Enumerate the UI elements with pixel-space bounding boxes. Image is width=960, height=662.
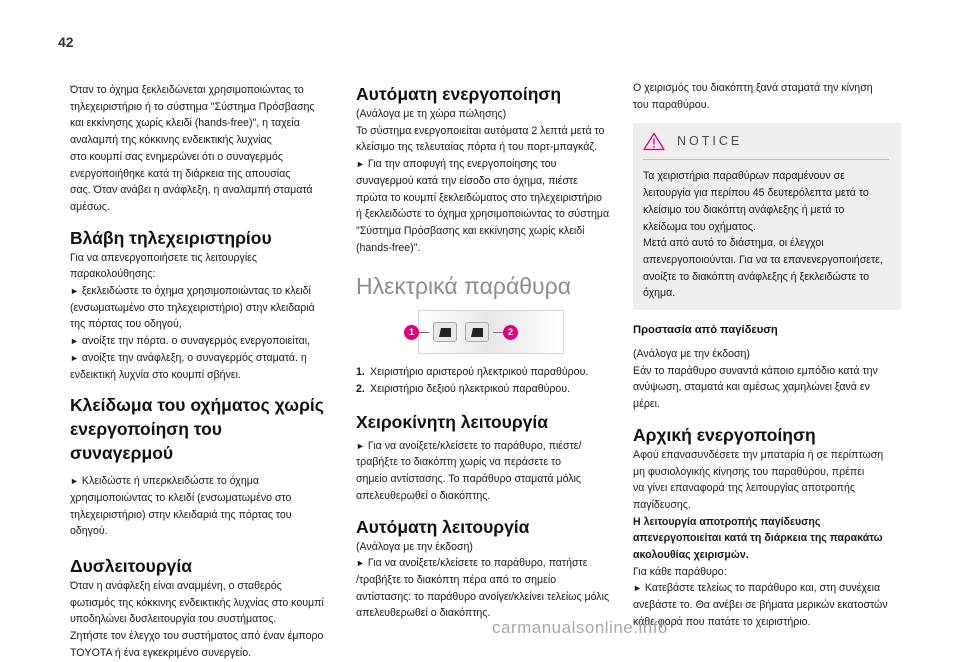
remote-failure-text: Για να απενεργοποιήσετε τις λειτουργίες παρακολούθησης: ► ξεκλειδώστε το όχημα χρησιμοποιώντας το κλειδί (ενσωματωμένο στο τηλεχειριστήριο) στην κλειδαριά της πόρτας του οδηγού, ► ανοίξτε την πόρτα. ο συναγερμός ενεργοποιείται, ► ανοίξτε την ανάφλεξη, ο συναγερμός σταματά. η ενδεικτική λυχνία στο κουμπί σβήνει.	[70, 251, 315, 381]
column-3	[633, 80, 901, 631]
automatic-operation-text: (Ανάλογα με την έκδοση) ► Για να ανοίξετε/κλείσετε το παράθυρο, πατήστε /τραβήξτε το διακόπτη πέρα από το σημείο αντίστασης: το παράθυρο ανοίγει/κλείνει τελείως μόλις απελευθερωθεί ο διακόπτης.	[356, 540, 610, 620]
notice-text: Τα χειριστήρια παραθύρων παραμένουν σε λειτουργία για περίπου 45 δευτερόλεπτα μετά το κλείσιμο του διακόπτη ανάφλεξης ή μετά το κλείδωμα του οχήματος. Μετά από αυτό το διάστημα, οι έλεγχοι απενεργοποιούνται. Για να τα επανενεργοποιήσετε, ανοίξτε το διακόπτη ανάφλεξης ή ξεκλειδώστε το όχημα.	[643, 170, 883, 300]
column-1	[70, 82, 328, 662]
leader-line	[493, 332, 503, 333]
section-heading-manual-operation: Χειροκίνητη λειτουργία	[356, 411, 549, 432]
notice-title: NOTICE	[677, 134, 743, 149]
notice-header	[643, 129, 889, 153]
notice-divider	[643, 159, 889, 160]
bullet-arrow-icon: ►	[356, 558, 365, 569]
watermark: carmanualsonline.info	[492, 618, 668, 637]
lock-without-alarm-text: ► Κλειδώστε ή υπερκλειδώστε το όχημα χρησιμοποιώντας το κλειδί (ενσωματωμένο στο τηλεχειριστήριο) στην κλειδαριά της πόρτας του οδηγού.	[70, 475, 292, 538]
initialisation-text: Αφού επανασυνδέσετε την μπαταρία ή σε περίπτωση μη φυσιολογικής κίνησης του παραθύρου, πρέπει να γίνει επαναφορά της λειτουργίας αποτροπής παγίδευσης. Η λειτουργία αποτροπής παγίδευσης απενεργοποιείται κατά τη διάρκεια της παρακάτω ακολουθίας χειρισμών. Για κάθε παράθυρο: ► Κατεβάστε τελείως το παράθυρο και, στη συνέχεια ανεβάστε το. Θα ανέβει σε βήματα μερικών εκατοστών κάθε φορά που πατάτε το χειριστήριο.	[633, 448, 888, 628]
section-heading-malfunction: Δυσλειτουργία	[70, 556, 193, 577]
section-heading-initialisation: Αρχική ενεργοποίηση	[633, 424, 816, 445]
list-item: 2. Χειριστήριο δεξιού ηλεκτρικού παραθύρου.	[356, 383, 571, 396]
bullet-arrow-icon: ►	[356, 159, 365, 170]
chapter-title: Ηλεκτρικά παράθυρα	[356, 273, 572, 300]
left-window-switch-icon	[433, 322, 457, 342]
list-item: 1. Χειριστήριο αριστερού ηλεκτρικού παραθύρου.	[356, 366, 589, 379]
section-heading-automatic-activation: Αυτόματη ενεργοποίηση	[356, 84, 562, 104]
figure-legend-list	[356, 364, 612, 397]
malfunction-text: Όταν η ανάφλεξη είναι αναμμένη, ο σταθερός φωτισμός της κόκκινης ενδεικτικής λυχνίας στο κουμπί υποδηλώνει δυσλειτουργία του συστήματος. Ζητήστε τον έλεγχο του συστήματος από έναν έμπορο TOYOTA ή ένα εγκεκριμένο συνεργείο.	[70, 580, 324, 659]
section-heading-lock-without-alarm: Κλείδωμα του οχήματος χωρίς ενεργοποίηση του συναγερμού	[70, 395, 324, 464]
window-switches-figure	[404, 310, 612, 354]
manual-operation-text: ► Για να ανοίξετε/κλείσετε το παράθυρο, πιέστε/ τραβήξτε το διακόπτη χωρίς να περάσετε το σημείο αντίστασης. Το παράθυρο σταματά μόλις απελευθερωθεί ο διακόπτης.	[356, 439, 582, 502]
bullet-arrow-icon: ►	[356, 440, 365, 451]
warning-triangle-icon	[643, 132, 665, 151]
bullet-arrow-icon: ►	[70, 476, 79, 487]
right-window-switch-icon	[465, 322, 489, 342]
bullet-arrow-icon: ►	[70, 352, 79, 363]
bullet-arrow-icon: ►	[633, 583, 642, 594]
section-heading-anti-pinch: Προστασία από παγίδευση	[633, 324, 778, 337]
callout-badge-1: 1	[404, 325, 419, 340]
bullet-arrow-icon: ►	[70, 286, 79, 297]
leader-line	[419, 332, 429, 333]
notice-box	[633, 123, 901, 310]
intro-paragraph: Όταν το όχημα ξεκλειδώνεται χρησιμοποιώντας το τηλεχειριστήριο ή το σύστημα "Σύστημα Πρόσβασης και εκκίνησης χωρίς κλειδί (hands-free)", η ταχεία αναλαμπή της κόκκινης ενδεικτικής λυχνίας στο κουμπί σας ενημερώνει ότι ο συναγερμός ενεργοποιήθηκε κατά τη διάρκεια της απουσίας σας. Όταν ανάβει η ανάφλεξη, η αναλαμπή σταματά αμέσως.	[70, 84, 315, 213]
intro-paragraph: Ο χειρισμός του διακόπτη ξανά σταματά την κίνηση του παραθύρου.	[633, 82, 873, 111]
section-heading-automatic-operation: Αυτόματη λειτουργία	[356, 516, 530, 537]
column-2	[356, 82, 612, 622]
anti-pinch-text: (Ανάλογα με την έκδοση) Εάν το παράθυρο συναντά κάποιο εμπόδιο κατά την ανύψωση, σταματά και αμέσως χαμηλώνει ξανά εν μέρει.	[633, 348, 878, 411]
section-heading-remote-failure: Βλάβη τηλεχειριστηρίου	[70, 227, 272, 248]
page-number: 42	[58, 34, 74, 50]
callout-badge-2: 2	[503, 325, 518, 340]
bullet-arrow-icon: ►	[70, 336, 79, 347]
automatic-activation-text: (Ανάλογα με τη χώρα πώλησης) Το σύστημα ενεργοποιείται αυτόματα 2 λεπτά μετά το κλείσιμο της τελευταίας πόρτα ή του πορτ-μπαγκάζ. ► Για την αποφυγή της ενεργοποίησης του συναγερμού κατά την είσοδο στο όχημα, πιέστε πρώτα το κουμπί ξεκλειδώματος στο τηλεχειριστήριο ή ξεκλειδώστε το όχημα χρησιμοποιώντας το σύστημα "Σύστημα Πρόσβασης και εκκίνησης χωρίς κλειδί (hands-free)".	[356, 108, 610, 254]
